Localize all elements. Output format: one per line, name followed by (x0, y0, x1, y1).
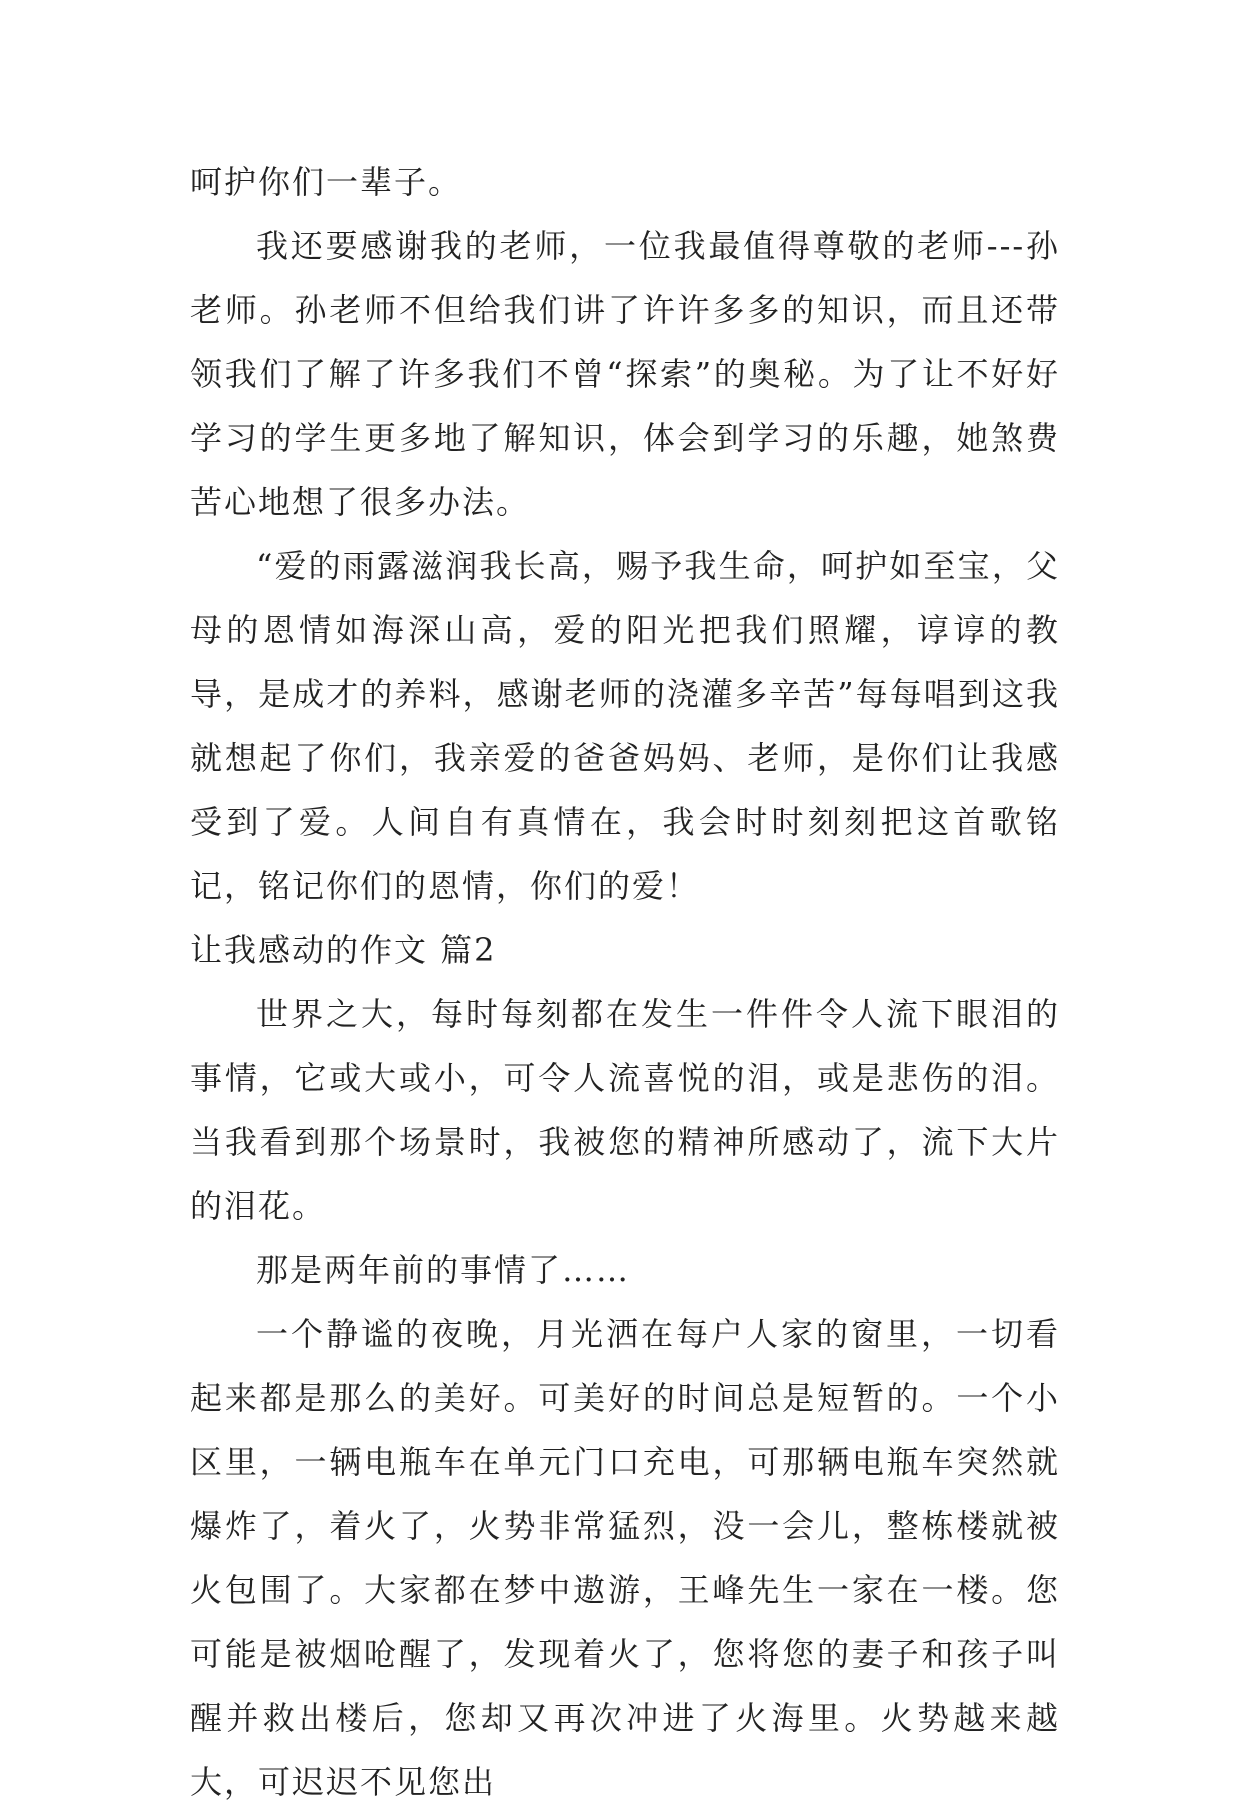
paragraph: 一个静谧的夜晚，月光洒在每户人家的窗里，一切看起来都是那么的美好。可美好的时间总是短暂的。一个小区里，一辆电瓶车在单元门口充电，可那辆电瓶车突然就爆炸了，着火了，火势非常猛烈，没一会儿，整栋楼就被火包围了。大家都在梦中遨游，王峰先生一家在一楼。您可能是被烟呛醒了，发现着火了，您将您的妻子和孩子叫醒并救出楼后，您却又再次冲进了火海里。火势越来越大，可迟迟不见您出 (190, 1315, 1060, 1801)
paragraph: 我还要感谢我的老师，一位我最值得尊敬的老师---孙老师。孙老师不但给我们讲了许许多多的知识，而且还带领我们了解了许多我们不曾“探索”的奥秘。为了让不好好学习的学生更多地了解知识，体会到学习的乐趣，她煞费苦心地想了很多办法。 (190, 227, 1060, 521)
paragraph: 世界之大，每时每刻都在发生一件件令人流下眼泪的事情，它或大或小，可令人流喜悦的泪，或是悲伤的泪。当我看到那个场景时，我被您的精神所感动了，流下大片的泪花。 (190, 995, 1060, 1225)
document-page (190, 150, 1060, 1814)
paragraph: 那是两年前的事情了…… (256, 1251, 631, 1289)
paragraph: “爱的雨露滋润我长高，赐予我生命，呵护如至宝，父母的恩情如海深山高，爱的阳光把我们照耀，谆谆的教导，是成才的养料，感谢老师的浇灌多辛苦”每每唱到这我就想起了你们，我亲爱的爸爸妈妈、老师，是你们让我感受到了爱。人间自有真情在，我会时时刻刻把这首歌铭记，铭记你们的恩情，你们的爱！ (190, 547, 1060, 905)
section-heading: 让我感动的作文 篇2 (190, 931, 497, 969)
paragraph: 呵护你们一辈子。 (190, 163, 463, 201)
